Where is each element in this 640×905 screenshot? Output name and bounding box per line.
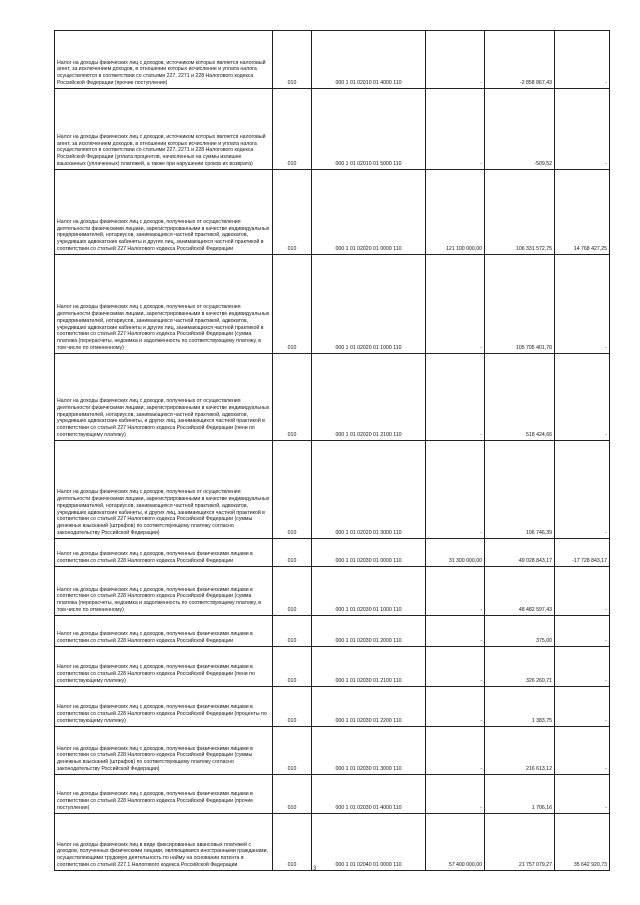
row-code: 010 xyxy=(273,31,312,89)
table-row xyxy=(55,31,610,89)
table-row xyxy=(55,687,610,727)
row-approved: 31 300 000,00 xyxy=(426,539,485,567)
row-name: Налог на доходы физических лиц в виде фиксированных авансовых платежей с доходов, полученных физическими лицами, являющимися иностранными гражданами, осуществляющими трудовую деятельность по найму на основании патента в соответствии со статьей 227.1 Налогового кодекса Российской Федерации xyxy=(55,814,273,871)
row-kbk: 000 1 01 02030 01 4000 110 xyxy=(312,775,426,814)
row-executed: 375,00 xyxy=(485,616,555,647)
row-unexecuted: - xyxy=(555,31,610,89)
row-unexecuted: - xyxy=(555,255,610,354)
row-code: 010 xyxy=(273,616,312,647)
row-executed: 48 482 597,43 xyxy=(485,567,555,616)
table-row xyxy=(55,255,610,354)
row-unexecuted: - xyxy=(555,567,610,616)
row-executed: 216 613,12 xyxy=(485,727,555,775)
row-name: Налог на доходы физических лиц с доходов, полученных от осуществления деятельности физическими лицами, зарегистрированными в качестве индивидуальных предпринимателей, нотариусов, занимающихся частной практикой, адвокатов, учредивших адвокатские кабинеты, и других лиц, занимающихся частной практикой в соответствии со статьей 227 Налогового кодекса Российской Федерации (пени по соответствующему платежу) xyxy=(55,354,273,441)
row-approved: 121 100 000,00 xyxy=(426,170,485,255)
row-unexecuted: - xyxy=(555,354,610,441)
table-row xyxy=(55,170,610,255)
row-unexecuted: - xyxy=(555,727,610,775)
row-executed: 106 331 572,75 xyxy=(485,170,555,255)
row-code: 010 xyxy=(273,775,312,814)
row-unexecuted: - xyxy=(555,687,610,727)
row-approved: - xyxy=(426,775,485,814)
row-executed: 1 383,75 xyxy=(485,687,555,727)
row-approved: - xyxy=(426,31,485,89)
row-name: Налог на доходы физических лиц с доходов, полученных от осуществления деятельности физическими лицами, зарегистрированными в качестве индивидуальных предпринимателей, нотариусов, занимающихся частной практикой, адвокатов, учредивших адвокатские кабинеты, и других лиц, занимающихся частной практикой в соответствии со статьей 227 Налогового кодекса Российской Федерации (суммы денежных взысканий (штрафов) по соответствующему платежу согласно законодательству Российской Федерации) xyxy=(55,441,273,539)
row-code: 010 xyxy=(273,354,312,441)
row-approved: - xyxy=(426,89,485,170)
row-approved: - xyxy=(426,727,485,775)
row-code: 010 xyxy=(273,687,312,727)
row-approved: - xyxy=(426,567,485,616)
row-approved: - xyxy=(426,647,485,687)
row-kbk: 000 1 01 02040 01 0000 110 xyxy=(312,814,426,871)
row-unexecuted: 14 768 427,25 xyxy=(555,170,610,255)
row-unexecuted: -17 728 843,17 xyxy=(555,539,610,567)
row-unexecuted: - xyxy=(555,647,610,687)
row-code: 010 xyxy=(273,567,312,616)
row-code: 010 xyxy=(273,441,312,539)
row-executed: -509,52 xyxy=(485,89,555,170)
row-kbk: 000 1 01 02020 01 3000 110 xyxy=(312,441,426,539)
row-kbk: 000 1 01 02030 01 2000 110 xyxy=(312,616,426,647)
row-code: 010 xyxy=(273,539,312,567)
row-kbk: 000 1 01 02020 01 2100 110 xyxy=(312,354,426,441)
row-executed: 1 706,16 xyxy=(485,775,555,814)
row-approved: 57 400 000,00 xyxy=(426,814,485,871)
table-row xyxy=(55,727,610,775)
row-executed: 21 757 079,27 xyxy=(485,814,555,871)
row-code: 010 xyxy=(273,727,312,775)
row-approved: - xyxy=(426,687,485,727)
row-name: Налог на доходы физических лиц с доходов, полученных физическими лицами в соответствии со статьей 228 Налогового кодекса Российской Федерации (суммы денежных взысканий (штрафов) по соответствующему платежу согласно законодательству Российской Федерации) xyxy=(55,727,273,775)
row-code: 010 xyxy=(273,89,312,170)
row-kbk: 000 1 01 02020 01 1000 110 xyxy=(312,255,426,354)
table-row xyxy=(55,775,610,814)
row-approved: - xyxy=(426,441,485,539)
row-name: Налог на доходы физических лиц с доходов, полученных от осуществления деятельности физическими лицами, зарегистрированными в качестве индивидуальных предпринимателей, нотариусов, занимающихся частной практикой, адвокатов, учредивших адвокатские кабинеты и других лиц, занимающихся частной практикой в соответствии со статьей 227 Налогового кодекса Российской Федерации xyxy=(55,170,273,255)
row-unexecuted: - xyxy=(555,775,610,814)
row-approved: - xyxy=(426,354,485,441)
row-kbk: 000 1 01 02030 01 1000 110 xyxy=(312,567,426,616)
row-name: Налог на доходы физических лиц с доходов, полученных физическими лицами в соответствии со статьей 228 Налогового кодекса Российской Федерации xyxy=(55,616,273,647)
row-kbk: 000 1 01 02020 01 0000 110 xyxy=(312,170,426,255)
budget-execution-table xyxy=(54,30,610,871)
row-kbk: 000 1 01 02030 01 0000 110 xyxy=(312,539,426,567)
table-row xyxy=(55,441,610,539)
row-unexecuted: 35 642 920,73 xyxy=(555,814,610,871)
row-executed: 326 260,71 xyxy=(485,647,555,687)
row-name: Налог на доходы физических лиц с доходов, полученных физическими лицами в соответствии со статьей 228 Налогового кодекса Российской Федерации xyxy=(55,539,273,567)
row-kbk: 000 1 01 02030 01 2200 110 xyxy=(312,687,426,727)
row-name: Налог на доходы физических лиц с доходов, полученных физическими лицами в соответствии со статьей 228 Налогового кодекса Российской Федерации (прочие поступления) xyxy=(55,775,273,814)
row-kbk: 000 1 01 02010 01 4000 110 xyxy=(312,31,426,89)
table-row xyxy=(55,354,610,441)
row-name: Налог на доходы физических лиц с доходов, источником которых является налоговый агент, за исключением доходов, в отношении которых исчисление и уплата налога осуществляются в соответствии со статьями 227, 2271 и 228 Налогового кодекса Российской Федерации (прочие поступления) xyxy=(55,31,273,89)
row-name: Налог на доходы физических лиц с доходов, полученных физическими лицами в соответствии со статьей 228 Налогового кодекса Российской Федерации (сумма платежа (перерасчеты, недоимка и задолженность по соответствующему платежу, в том числе по отмененному) xyxy=(55,567,273,616)
table-body xyxy=(55,31,610,871)
row-name: Налог на доходы физических лиц с доходов, полученных физическими лицами в соответствии со статьей 228 Налогового кодекса Российской Федерации (пени по соответствующему платежу) xyxy=(55,647,273,687)
row-approved: - xyxy=(426,616,485,647)
row-executed: 106 746,39 xyxy=(485,441,555,539)
row-unexecuted: - xyxy=(555,89,610,170)
row-name: Налог на доходы физических лиц с доходов, полученных от осуществления деятельности физическими лицами, зарегистрированными в качестве индивидуальных предпринимателей, нотариусов, занимающихся частной практикой, адвокатов, учредивших адвокатские кабинеты и других лиц, занимающихся частной практикой в соответствии со статьей 227 Налогового кодекса Российской Федерации (сумма платежа (перерасчеты, недоимка и задолженность по соответствующему платежу, в том числе по отмененному) xyxy=(55,255,273,354)
row-executed: 518 424,66 xyxy=(485,354,555,441)
row-kbk: 000 1 01 02030 01 2100 110 xyxy=(312,647,426,687)
row-executed: 105 705 401,70 xyxy=(485,255,555,354)
row-code: 010 xyxy=(273,647,312,687)
table-row xyxy=(55,814,610,871)
table-row xyxy=(55,647,610,687)
row-kbk: 000 1 01 02010 01 5000 110 xyxy=(312,89,426,170)
table-row xyxy=(55,616,610,647)
row-code: 010 xyxy=(273,814,312,871)
table-row xyxy=(55,89,610,170)
table-row xyxy=(55,567,610,616)
row-kbk: 000 1 01 02030 01 3000 110 xyxy=(312,727,426,775)
row-code: 010 xyxy=(273,170,312,255)
row-executed: 49 028 843,17 xyxy=(485,539,555,567)
row-executed: -2 858 867,43 xyxy=(485,31,555,89)
row-name: Налог на доходы физических лиц с доходов, источником которых является налоговый агент, за исключением доходов, в отношении которых исчисление и уплата налога осуществляются в соответствии со статьями 227, 2271 и 228 Налогового кодекса Российской Федерации (уплата процентов, начисленных на суммы излишне взысканных (уплаченных) платежей, а также при нарушении сроков их возврата) xyxy=(55,89,273,170)
table-row xyxy=(55,539,610,567)
row-unexecuted: - xyxy=(555,616,610,647)
row-unexecuted: - xyxy=(555,441,610,539)
row-approved: - xyxy=(426,255,485,354)
page-number: 3 xyxy=(313,866,317,872)
row-name: Налог на доходы физических лиц с доходов, полученных физическими лицами в соответствии со статьей 228 Налогового кодекса Российской Федерации (проценты по соответствующему платежу) xyxy=(55,687,273,727)
row-code: 010 xyxy=(273,255,312,354)
